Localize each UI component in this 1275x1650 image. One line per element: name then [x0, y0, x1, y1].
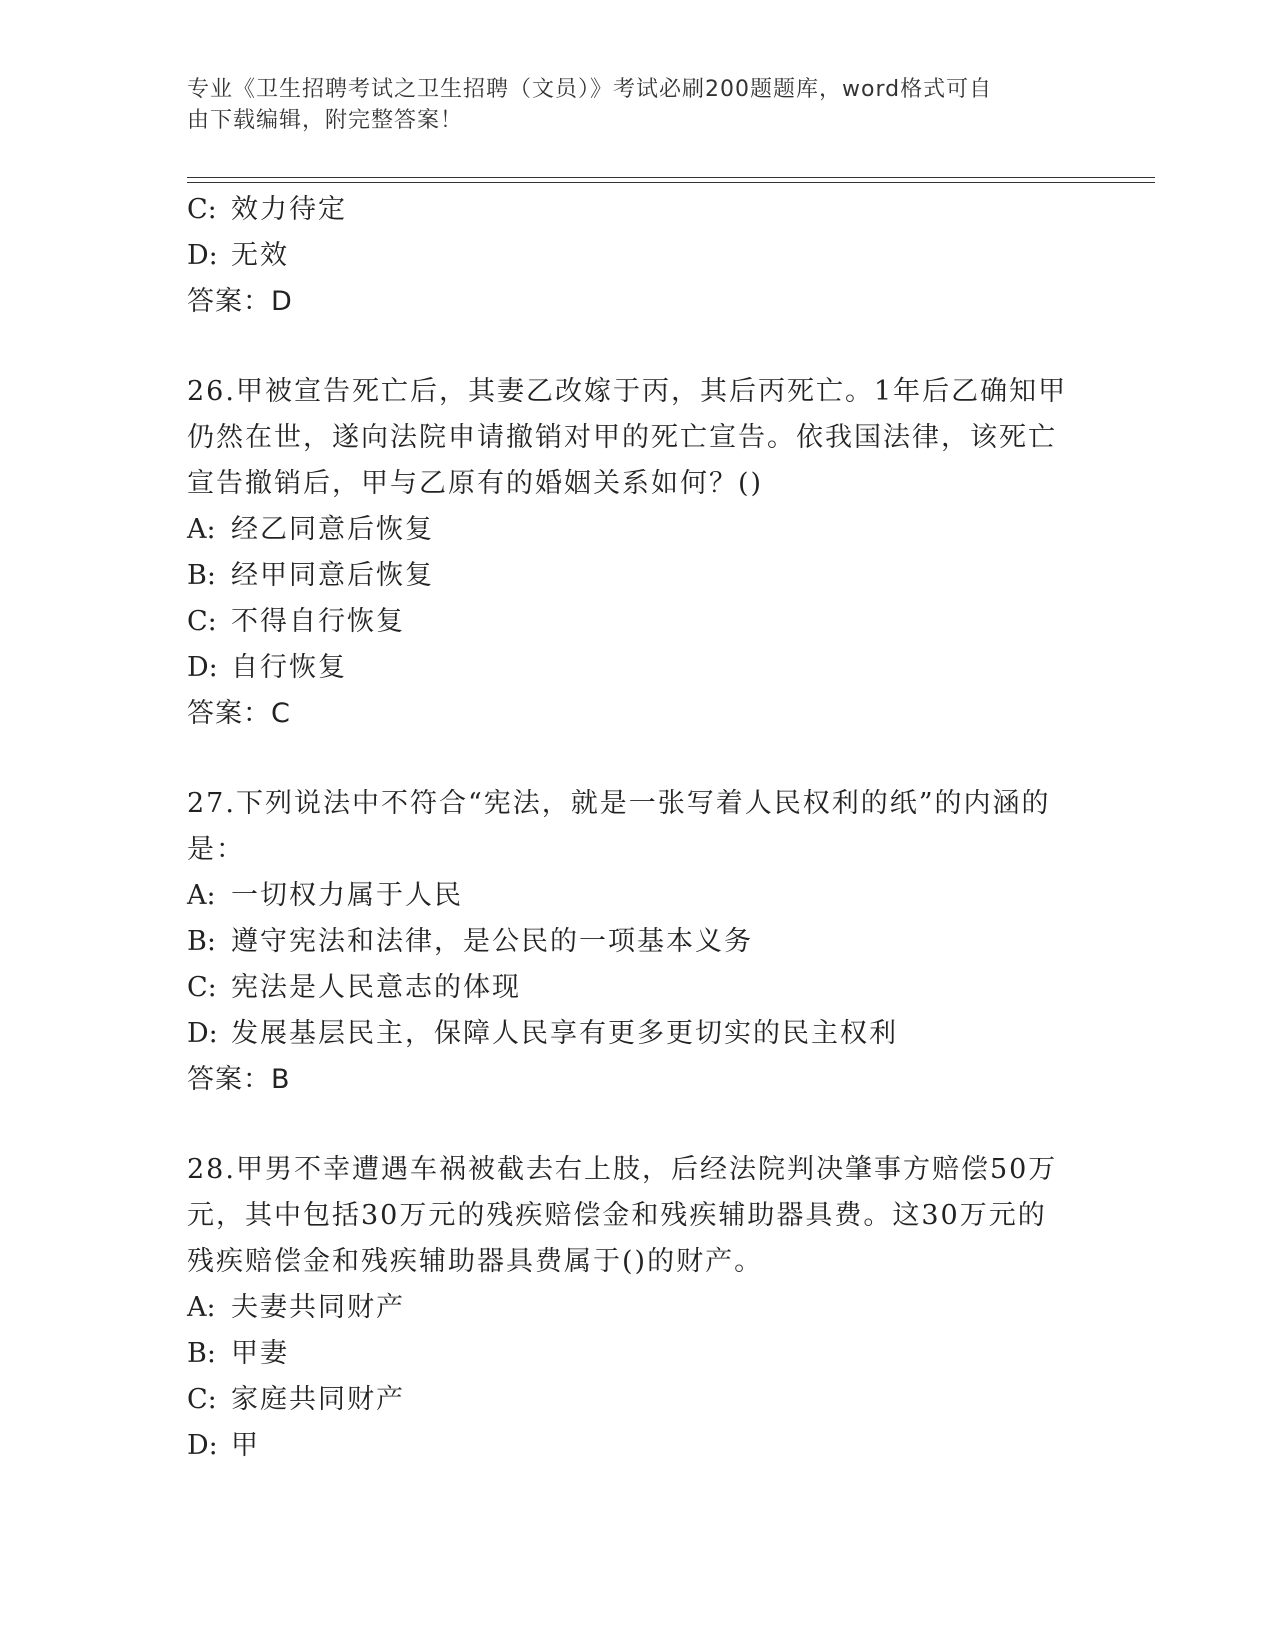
stem-line: 是： [187, 834, 245, 865]
answer-line: 答案：C [187, 698, 291, 729]
stem-line: 26.甲被宣告死亡后，其妻乙改嫁于丙，其后丙死亡。1年后乙确知甲 [187, 376, 1068, 407]
option-text: 一切权力属于人民 [231, 880, 463, 911]
stem-line: 残疾赔偿金和残疾辅助器具费属于()的财产。 [187, 1246, 764, 1277]
question-list [187, 187, 1087, 1469]
option-label: C: [187, 972, 217, 1003]
header-line: 由下载编辑，附完整答案！ [187, 108, 464, 133]
option-label: C: [187, 1384, 217, 1415]
question-block [187, 187, 1087, 325]
option-text: 自行恢复 [231, 652, 347, 683]
option-text: 夫妻共同财产 [231, 1292, 405, 1323]
option-text: 经乙同意后恢复 [231, 514, 434, 545]
option-label: B: [187, 560, 216, 591]
option-text: 效力待定 [231, 194, 347, 225]
question-block [187, 781, 1087, 1103]
option-b [187, 1331, 1087, 1377]
option-label: C: [187, 194, 217, 225]
option-label: C: [187, 606, 217, 637]
answer-line: 答案：D [187, 286, 293, 317]
option-text: 遵守宪法和法律，是公民的一项基本义务 [231, 926, 753, 957]
option-c [187, 599, 1087, 645]
question-stem [187, 781, 1087, 873]
question-block [187, 1147, 1087, 1469]
option-label: A: [187, 880, 216, 911]
question-stem [187, 369, 1087, 507]
option-d [187, 645, 1087, 691]
header-divider [187, 182, 1155, 183]
stem-line: 27.下列说法中不符合“宪法，就是一张写着人民权利的纸”的内涵的 [187, 788, 1051, 819]
option-a [187, 1285, 1087, 1331]
option-text: 不得自行恢复 [231, 606, 405, 637]
stem-line: 元，其中包括30万元的残疾赔偿金和残疾辅助器具费。这30万元的 [187, 1200, 1047, 1231]
option-label: D: [187, 652, 218, 683]
option-d [187, 1423, 1087, 1469]
option-text: 经甲同意后恢复 [231, 560, 434, 591]
option-b [187, 919, 1087, 965]
option-d [187, 233, 1087, 279]
option-label: B: [187, 926, 216, 957]
page-header [187, 74, 1067, 136]
option-label: D: [187, 1430, 218, 1461]
option-label: D: [187, 240, 218, 271]
option-text: 家庭共同财产 [231, 1384, 405, 1415]
option-text: 宪法是人民意志的体现 [231, 972, 521, 1003]
option-d [187, 1011, 1087, 1057]
option-c [187, 187, 1087, 233]
option-text: 无效 [231, 240, 289, 271]
option-c [187, 1377, 1087, 1423]
option-b [187, 553, 1087, 599]
question-stem [187, 1147, 1087, 1285]
option-a [187, 507, 1087, 553]
stem-line: 宣告撤销后，甲与乙原有的婚姻关系如何？() [187, 468, 764, 499]
option-text: 甲妻 [231, 1338, 289, 1369]
option-c [187, 965, 1087, 1011]
option-label: D: [187, 1018, 218, 1049]
header-divider [187, 177, 1155, 178]
header-line: 专业《卫生招聘考试之卫生招聘（文员）》考试必刷200题题库，word格式可自 [187, 77, 993, 102]
option-label: A: [187, 1292, 216, 1323]
stem-line: 28.甲男不幸遭遇车祸被截去右上肢，后经法院判决肇事方赔偿50万 [187, 1154, 1058, 1185]
option-text: 甲 [231, 1430, 260, 1461]
option-label: A: [187, 514, 216, 545]
option-a [187, 873, 1087, 919]
answer-line: 答案：B [187, 1064, 291, 1095]
question-block [187, 369, 1087, 737]
stem-line: 仍然在世，遂向法院申请撤销对甲的死亡宣告。依我国法律，该死亡 [187, 422, 1057, 453]
option-label: B: [187, 1338, 216, 1369]
option-text: 发展基层民主，保障人民享有更多更切实的民主权利 [231, 1018, 898, 1049]
